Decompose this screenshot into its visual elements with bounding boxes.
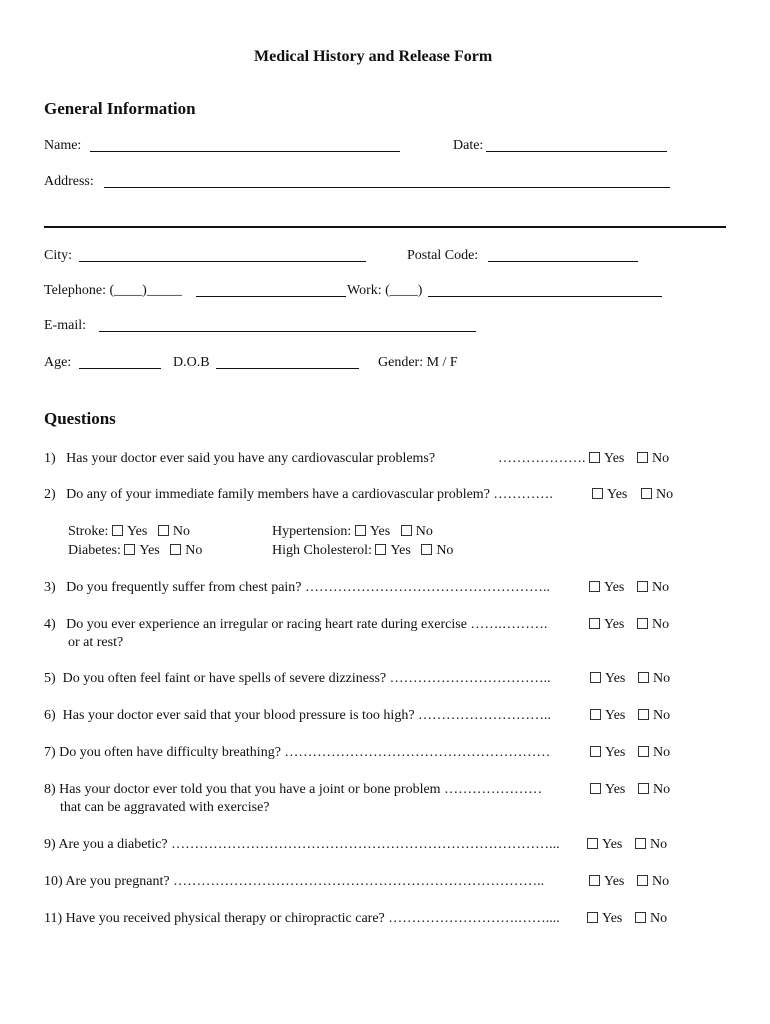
checkbox-icon[interactable] [158,525,169,536]
question-4 [44,617,547,633]
question-number: 11) [44,911,63,926]
question-number: 6) [44,708,56,723]
hypertension-row [272,524,433,540]
question-number: 2) [44,487,56,502]
checkbox-icon[interactable] [637,875,648,886]
question-text: Are you a diabetic? [58,837,168,852]
question-1 [44,451,435,467]
checkbox-icon[interactable] [589,581,600,592]
date-label: Date: [453,138,484,153]
cholesterol-label: High Cholesterol: [272,543,372,558]
checkbox-icon[interactable] [635,912,646,923]
q5-yes-option[interactable]: Yes [590,671,625,687]
address-label: Address: [44,174,94,189]
q9-yes-option[interactable]: Yes [587,837,622,853]
question-number: 9) [44,837,56,852]
question-number: 1) [44,451,56,466]
telephone-label: Telephone: (____)_____ [44,283,182,298]
checkbox-icon[interactable] [587,838,598,849]
stroke-row [68,524,190,540]
q1-yes-option[interactable]: Yes [589,451,624,467]
checkbox-icon[interactable] [637,452,648,463]
diabetes-yes-option[interactable]: Yes [124,543,159,558]
q3-no-option[interactable]: No [637,580,669,596]
checkbox-icon[interactable] [590,672,601,683]
q11-no-option[interactable]: No [635,911,667,927]
q5-no-option[interactable]: No [638,671,670,687]
q9-no-option[interactable]: No [635,837,667,853]
question-6 [44,708,551,724]
question-text: Are you pregnant? [65,874,170,889]
general-info-heading: General Information [44,99,196,118]
question-leader: …………………………….. [389,671,551,686]
work-phone-field[interactable] [428,296,662,297]
question-leader: …………………………………………….. [305,580,551,595]
checkbox-icon[interactable] [401,525,412,536]
question-text: Has your doctor ever said that your blood pressure is too high? [62,708,415,723]
name-label: Name: [44,138,82,153]
q10-yes-option[interactable]: Yes [589,874,624,890]
date-field[interactable] [486,151,667,152]
question-number: 5) [44,671,56,686]
dob-label: D.O.B [173,355,210,370]
q2-no-option[interactable]: No [641,487,673,503]
checkbox-icon[interactable] [589,875,600,886]
question-leader: ………………………………………………… [284,745,551,760]
question-leader: ………………… [444,782,543,797]
question-number: 10) [44,874,63,889]
question-10 [44,874,544,890]
question-5 [44,671,551,687]
checkbox-icon[interactable] [590,783,601,794]
checkbox-icon[interactable] [638,672,649,683]
q6-no-option[interactable]: No [638,708,670,724]
question-text: Do you ever experience an irregular or racing heart rate during exercise [66,617,467,632]
checkbox-icon[interactable] [590,709,601,720]
checkbox-icon[interactable] [355,525,366,536]
checkbox-icon[interactable] [641,488,652,499]
question-number: 7) [44,745,56,760]
question-3 [44,580,550,596]
telephone-field[interactable] [196,296,346,297]
question-2 [44,487,553,503]
q8-no-option[interactable]: No [638,782,670,798]
questions-heading: Questions [44,409,116,428]
question-8 [44,782,542,798]
city-label: City: [44,248,73,263]
checkbox-icon[interactable] [124,544,135,555]
dob-field[interactable] [216,368,359,369]
question-text: Do any of your immediate family members have a cardiovascular problem? [66,487,490,502]
age-field[interactable] [79,368,161,369]
question-text: Has your doctor ever told you that you have a joint or bone problem [59,782,441,797]
gender-field[interactable]: Gender: M / F [378,355,458,370]
q4-no-option[interactable]: No [637,617,669,633]
address-line-2[interactable] [44,226,726,228]
postal-code-label: Postal Code: [407,248,479,263]
stroke-label: Stroke: [68,524,109,539]
q7-yes-option[interactable]: Yes [590,745,625,761]
q3-yes-option[interactable]: Yes [589,580,624,596]
q11-yes-option[interactable]: Yes [587,911,622,927]
question-text: Do you often feel faint or have spells of severe dizziness? [62,671,387,686]
question-number: 4) [44,617,56,632]
checkbox-icon[interactable] [592,488,603,499]
checkbox-icon[interactable] [112,525,123,536]
question-text: Have you received physical therapy or chiropractic care? [65,911,385,926]
question-text: Do you frequently suffer from chest pain? [66,580,302,595]
checkbox-icon[interactable] [421,544,432,555]
q7-no-option[interactable]: No [638,745,670,761]
checkbox-icon[interactable] [589,452,600,463]
cholesterol-yes-option[interactable]: Yes [375,543,410,558]
diabetes-label: Diabetes: [68,543,121,558]
question-4-continuation: or at rest? [68,635,124,650]
question-leader: ……………………….…….... [388,911,560,926]
q8-yes-option[interactable]: Yes [590,782,625,798]
checkbox-icon[interactable] [637,618,648,629]
checkbox-icon[interactable] [590,746,601,757]
hypertension-yes-option[interactable]: Yes [355,524,390,539]
q4-yes-option[interactable]: Yes [589,617,624,633]
stroke-no-option[interactable]: No [158,524,190,539]
stroke-yes-option[interactable]: Yes [112,524,147,539]
checkbox-icon[interactable] [638,709,649,720]
question-leader: ……………………….. [418,708,552,723]
address-field[interactable] [104,187,670,188]
work-phone-label: Work: (____) [347,283,423,298]
checkbox-icon[interactable] [375,544,386,555]
q6-yes-option[interactable]: Yes [590,708,625,724]
question-leader: …………………………………………………………………….. [173,874,545,889]
checkbox-icon[interactable] [638,783,649,794]
q1-no-option[interactable]: No [637,451,669,467]
question-number: 8) [44,782,56,797]
age-label: Age: [44,355,72,370]
question-text: Do you often have difficulty breathing? [59,745,281,760]
cholesterol-no-option[interactable]: No [421,543,453,558]
cholesterol-row [272,543,453,559]
question-7 [44,745,550,761]
checkbox-icon[interactable] [587,912,598,923]
question-leader: ………………. [498,451,586,466]
question-9 [44,837,560,853]
question-8-continuation: that can be aggravated with exercise? [60,800,270,815]
question-number: 3) [44,580,56,595]
diabetes-row [68,543,202,559]
q10-no-option[interactable]: No [637,874,669,890]
checkbox-icon[interactable] [635,838,646,849]
checkbox-icon[interactable] [589,618,600,629]
postal-code-field[interactable] [488,261,638,262]
hypertension-no-option[interactable]: No [401,524,433,539]
form-title: Medical History and Release Form [254,48,493,65]
city-field[interactable] [79,261,366,262]
question-leader: ………………………………………………………………………... [171,837,560,852]
checkbox-icon[interactable] [170,544,181,555]
checkbox-icon[interactable] [638,746,649,757]
diabetes-no-option[interactable]: No [170,543,202,558]
q2-yes-option[interactable]: Yes [592,487,627,503]
email-label: E-mail: [44,318,86,333]
email-field[interactable] [99,331,476,332]
question-11 [44,911,560,927]
name-field[interactable] [90,151,400,152]
question-leader: …….………. [470,617,548,632]
question-text: Has your doctor ever said you have any cardiovascular problems? [66,451,436,466]
checkbox-icon[interactable] [637,581,648,592]
hypertension-label: Hypertension: [272,524,352,539]
question-leader: …………. [493,487,553,502]
